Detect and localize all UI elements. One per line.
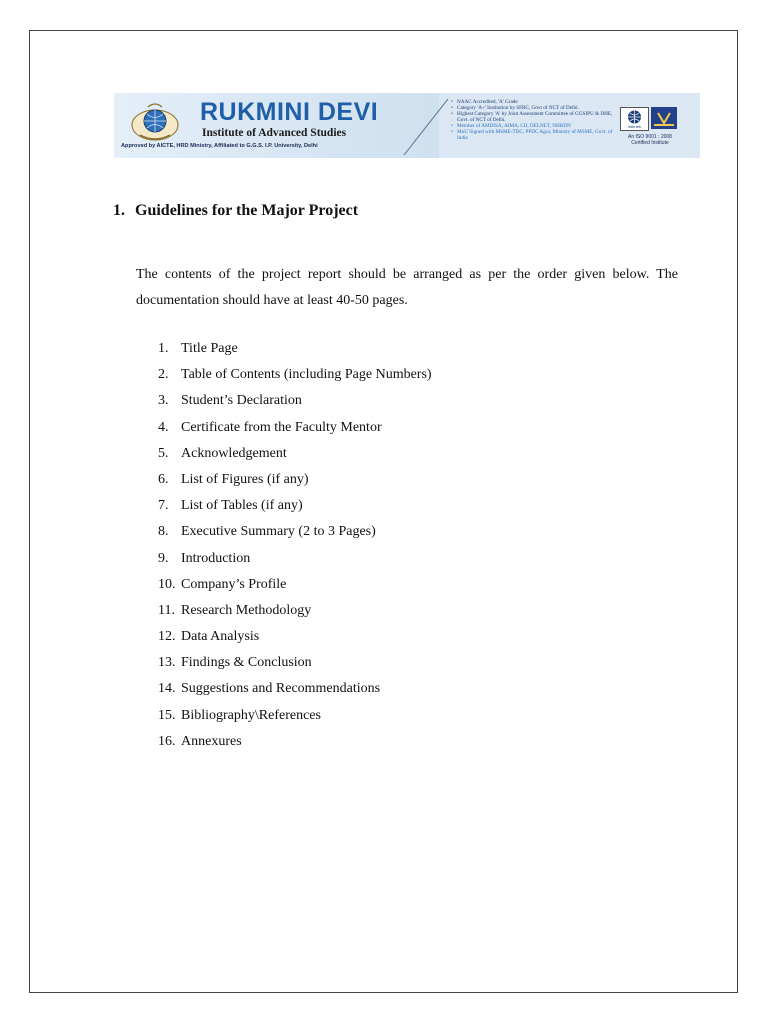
item-number: 10. <box>158 576 176 592</box>
list-item <box>158 364 432 390</box>
intertek-logo-icon <box>620 107 649 131</box>
approval-line: Approved by AICTE, HRD Ministry, Affiliated to G.G.S. I.P. University, Delhi <box>121 143 318 149</box>
item-text: List of Figures (if any) <box>181 471 309 487</box>
list-item <box>158 521 432 547</box>
list-item <box>158 652 432 678</box>
accreditation-item: • MoU Signed with MSME-TDC, PPDC Agra, Ministry of MSME, Govt. of India <box>452 129 620 141</box>
list-item <box>158 338 432 364</box>
item-number: 14. <box>158 681 176 697</box>
item-text: Introduction <box>181 550 251 566</box>
item-text: Certificate from the Faculty Mentor <box>181 419 382 435</box>
section-title: Guidelines for the Major Project <box>135 202 359 219</box>
accreditation-item: • NAAC Accredited, 'A' Grade <box>452 99 620 105</box>
list-item <box>158 417 432 443</box>
list-item <box>158 705 432 731</box>
item-text: Research Methodology <box>181 602 312 618</box>
item-number: 4. <box>158 419 169 435</box>
list-item <box>158 495 432 521</box>
list-item <box>158 626 432 652</box>
item-number: 1. <box>158 341 169 356</box>
item-text: Title Page <box>181 341 238 356</box>
list-item <box>158 443 432 469</box>
report-contents-list <box>158 338 432 757</box>
item-number: 6. <box>158 471 169 487</box>
list-item <box>158 678 432 704</box>
item-text: Findings & Conclusion <box>181 655 312 671</box>
list-item <box>158 600 432 626</box>
section-number: 1. <box>113 202 125 219</box>
item-number: 2. <box>158 367 169 383</box>
institute-seal-icon <box>130 99 180 147</box>
item-number: 13. <box>158 655 176 671</box>
item-number: 5. <box>158 445 169 461</box>
item-text: Bibliography\References <box>181 707 321 723</box>
item-number: 16. <box>158 733 176 749</box>
item-number: 15. <box>158 707 176 723</box>
section-heading <box>113 202 358 220</box>
item-text: Suggestions and Recommendations <box>181 681 381 697</box>
item-text: Executive Summary (2 to 3 Pages) <box>181 524 376 540</box>
institute-banner <box>114 93 700 158</box>
accreditation-list <box>446 99 620 141</box>
item-text: Annexures <box>181 733 242 749</box>
list-item <box>158 731 432 757</box>
accreditation-item: • Highest Category 'A' by Joint Assessment Committee of GGSIPU & DHE, Govt. of NCT of Delhi. <box>452 111 620 123</box>
item-number: 9. <box>158 550 169 566</box>
list-item <box>158 548 432 574</box>
item-number: 7. <box>158 498 169 514</box>
intro-paragraph: The contents of the project report should be arranged as per the order given below. The documentation should have at least 40-50 pages. <box>136 267 678 308</box>
institute-name: RUKMINI DEVI <box>200 98 379 126</box>
item-text: Table of Contents (including Page Numbers) <box>181 367 432 383</box>
certifier-label: intertek <box>627 124 642 129</box>
item-text: Student’s Declaration <box>181 393 302 409</box>
iso-caption: An ISO 9001 : 2008 Certified Institute <box>628 134 672 146</box>
item-number: 3. <box>158 393 169 409</box>
item-text: Acknowledgement <box>181 445 287 461</box>
list-item <box>158 574 432 600</box>
item-text: List of Tables (if any) <box>181 498 303 514</box>
accreditation-item: • Member of AMDISA, AIMA, CII, DELNET, NHRDN <box>452 123 620 129</box>
list-item <box>158 390 432 416</box>
item-text: Company’s Profile <box>181 576 287 592</box>
quality-certification-icon <box>651 107 677 129</box>
item-number: 8. <box>158 524 169 540</box>
list-item <box>158 469 432 495</box>
institute-subtitle: Institute of Advanced Studies <box>202 127 347 139</box>
item-number: 11. <box>158 602 175 618</box>
item-number: 12. <box>158 629 176 645</box>
item-text: Data Analysis <box>181 629 260 645</box>
accreditation-item: • Category 'A+' Institution by SFRC, Govt of NCT of Delhi. <box>452 105 620 111</box>
